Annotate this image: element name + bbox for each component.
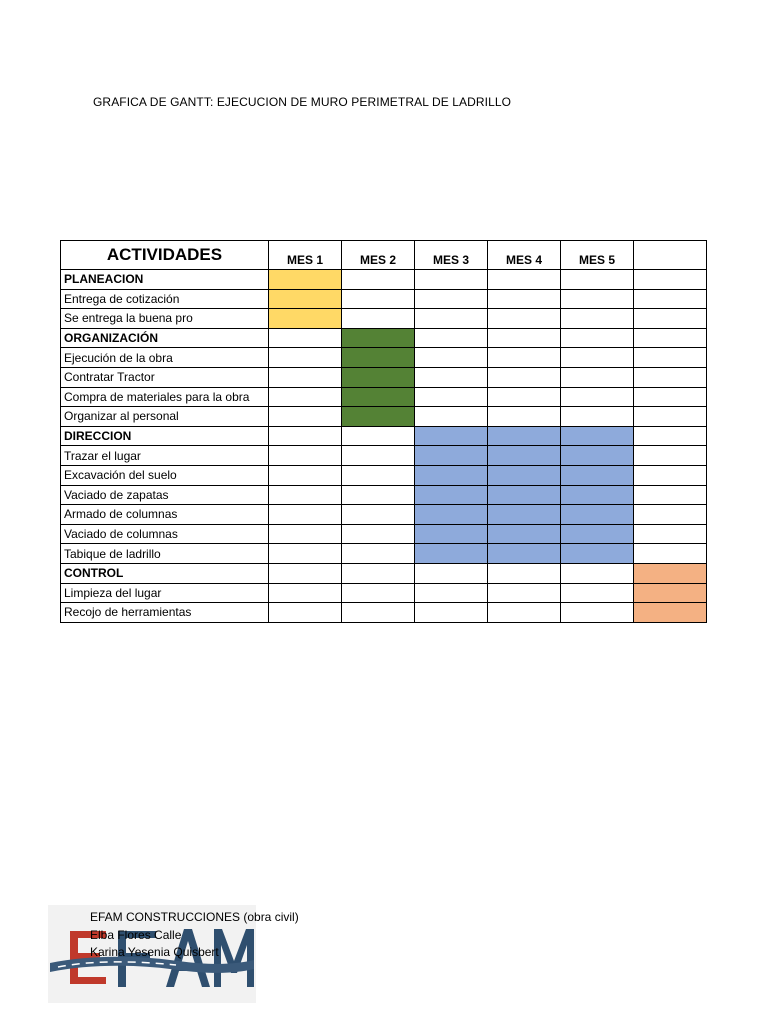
gantt-bar-cell	[561, 465, 634, 485]
activity-label: Trazar el lugar	[61, 446, 269, 466]
gantt-table	[60, 240, 707, 623]
gantt-empty-cell	[634, 407, 707, 427]
activity-row	[61, 583, 707, 603]
activity-label: Organizar al personal	[61, 407, 269, 427]
gantt-empty-cell	[488, 328, 561, 348]
gantt-empty-cell	[634, 465, 707, 485]
gantt-empty-cell	[342, 524, 415, 544]
gantt-empty-cell	[415, 348, 488, 368]
gantt-empty-cell	[488, 289, 561, 309]
activity-label: Contratar Tractor	[61, 367, 269, 387]
activity-label: Se entrega la buena pro	[61, 309, 269, 329]
gantt-empty-cell	[342, 544, 415, 564]
gantt-empty-cell	[488, 348, 561, 368]
gantt-empty-cell	[561, 387, 634, 407]
gantt-bar-cell	[488, 446, 561, 466]
gantt-bar-cell	[488, 505, 561, 525]
gantt-empty-cell	[634, 387, 707, 407]
activity-row	[61, 348, 707, 368]
gantt-empty-cell	[561, 309, 634, 329]
gantt-bar-cell	[342, 367, 415, 387]
activity-row	[61, 289, 707, 309]
month-header-2: MES 2	[342, 241, 415, 270]
activity-label: Excavación del suelo	[61, 465, 269, 485]
gantt-empty-cell	[488, 270, 561, 290]
gantt-empty-cell	[634, 328, 707, 348]
gantt-empty-cell	[634, 270, 707, 290]
gantt-bar-cell	[415, 426, 488, 446]
gantt-empty-cell	[269, 407, 342, 427]
gantt-empty-cell	[415, 563, 488, 583]
gantt-empty-cell	[269, 446, 342, 466]
gantt-bar-cell	[342, 348, 415, 368]
gantt-empty-cell	[561, 367, 634, 387]
gantt-empty-cell	[415, 328, 488, 348]
gantt-bar-cell	[415, 446, 488, 466]
section-row	[61, 426, 707, 446]
gantt-empty-cell	[342, 465, 415, 485]
month-header-1: MES 1	[269, 241, 342, 270]
gantt-empty-cell	[269, 544, 342, 564]
activity-row	[61, 407, 707, 427]
gantt-empty-cell	[269, 524, 342, 544]
gantt-empty-cell	[488, 603, 561, 623]
gantt-empty-cell	[342, 603, 415, 623]
gantt-bar-cell	[342, 387, 415, 407]
gantt-empty-cell	[415, 583, 488, 603]
section-label: CONTROL	[61, 563, 269, 583]
gantt-empty-cell	[488, 367, 561, 387]
month-header-4: MES 4	[488, 241, 561, 270]
gantt-bar-cell	[561, 446, 634, 466]
gantt-empty-cell	[342, 270, 415, 290]
gantt-bar-cell	[634, 603, 707, 623]
gantt-bar-cell	[634, 563, 707, 583]
gantt-bar-cell	[342, 407, 415, 427]
gantt-empty-cell	[269, 387, 342, 407]
activity-label: Vaciado de columnas	[61, 524, 269, 544]
gantt-empty-cell	[269, 328, 342, 348]
month-header-5: MES 5	[561, 241, 634, 270]
gantt-bar-cell	[561, 524, 634, 544]
activity-row	[61, 446, 707, 466]
gantt-empty-cell	[415, 270, 488, 290]
gantt-empty-cell	[488, 387, 561, 407]
gantt-bar-cell	[561, 485, 634, 505]
gantt-empty-cell	[269, 603, 342, 623]
gantt-empty-cell	[342, 309, 415, 329]
gantt-empty-cell	[342, 426, 415, 446]
gantt-empty-cell	[634, 367, 707, 387]
gantt-empty-cell	[342, 485, 415, 505]
gantt-header-row	[61, 241, 707, 270]
activity-label: Entrega de cotización	[61, 289, 269, 309]
month-header-6	[634, 241, 707, 270]
activity-label: Limpieza del lugar	[61, 583, 269, 603]
footer-company: EFAM CONSTRUCCIONES (obra civil)	[90, 910, 299, 924]
gantt-bar-cell	[488, 426, 561, 446]
gantt-empty-cell	[342, 563, 415, 583]
activity-row	[61, 505, 707, 525]
activities-header: ACTIVIDADES	[61, 241, 269, 270]
activity-label: Recojo de herramientas	[61, 603, 269, 623]
activity-row	[61, 387, 707, 407]
gantt-empty-cell	[415, 407, 488, 427]
gantt-empty-cell	[634, 446, 707, 466]
activity-label: Tabique de ladrillo	[61, 544, 269, 564]
gantt-empty-cell	[415, 387, 488, 407]
section-row	[61, 270, 707, 290]
gantt-empty-cell	[634, 485, 707, 505]
gantt-bar-cell	[488, 465, 561, 485]
gantt-empty-cell	[561, 407, 634, 427]
gantt-empty-cell	[269, 348, 342, 368]
document-title: GRAFICA DE GANTT: EJECUCION DE MURO PERIMETRAL DE LADRILLO	[93, 95, 512, 109]
gantt-empty-cell	[269, 465, 342, 485]
gantt-empty-cell	[269, 485, 342, 505]
gantt-empty-cell	[561, 603, 634, 623]
activity-row	[61, 485, 707, 505]
gantt-empty-cell	[342, 289, 415, 309]
footer-author-1: Elba Flores Calle	[90, 927, 182, 942]
gantt-bar-cell	[269, 270, 342, 290]
gantt-bar-cell	[634, 583, 707, 603]
gantt-empty-cell	[561, 583, 634, 603]
gantt-bar-cell	[415, 465, 488, 485]
gantt-empty-cell	[415, 367, 488, 387]
activity-row	[61, 309, 707, 329]
gantt-empty-cell	[561, 289, 634, 309]
gantt-empty-cell	[269, 563, 342, 583]
gantt-bar-cell	[342, 328, 415, 348]
section-row	[61, 563, 707, 583]
gantt-empty-cell	[488, 563, 561, 583]
gantt-bar-cell	[561, 426, 634, 446]
activity-row	[61, 367, 707, 387]
gantt-empty-cell	[342, 583, 415, 603]
gantt-empty-cell	[634, 348, 707, 368]
gantt-empty-cell	[269, 426, 342, 446]
gantt-bar-cell	[488, 544, 561, 564]
section-label: DIRECCION	[61, 426, 269, 446]
footer	[48, 905, 299, 1005]
gantt-bar-cell	[561, 544, 634, 564]
activity-label: Compra de materiales para la obra	[61, 387, 269, 407]
gantt-bar-cell	[269, 309, 342, 329]
gantt-bar-cell	[415, 524, 488, 544]
gantt-bar-cell	[561, 505, 634, 525]
gantt-empty-cell	[561, 348, 634, 368]
gantt-empty-cell	[561, 328, 634, 348]
gantt-empty-cell	[415, 603, 488, 623]
footer-text	[90, 909, 299, 962]
gantt-empty-cell	[634, 309, 707, 329]
gantt-empty-cell	[269, 505, 342, 525]
gantt-body	[61, 270, 707, 623]
gantt-empty-cell	[561, 563, 634, 583]
month-header-3: MES 3	[415, 241, 488, 270]
section-row	[61, 328, 707, 348]
gantt-empty-cell	[342, 446, 415, 466]
gantt-empty-cell	[634, 426, 707, 446]
gantt-empty-cell	[269, 367, 342, 387]
gantt-bar-cell	[269, 289, 342, 309]
gantt-empty-cell	[269, 583, 342, 603]
gantt-empty-cell	[488, 309, 561, 329]
gantt-empty-cell	[488, 583, 561, 603]
gantt-empty-cell	[634, 505, 707, 525]
activity-row	[61, 524, 707, 544]
section-label: PLANEACION	[61, 270, 269, 290]
section-label: ORGANIZACIÓN	[61, 328, 269, 348]
activity-row	[61, 465, 707, 485]
gantt-empty-cell	[342, 505, 415, 525]
gantt-bar-cell	[488, 524, 561, 544]
gantt-bar-cell	[415, 505, 488, 525]
activity-label: Armado de columnas	[61, 505, 269, 525]
gantt-empty-cell	[634, 544, 707, 564]
gantt-empty-cell	[488, 407, 561, 427]
gantt-empty-cell	[415, 289, 488, 309]
gantt-bar-cell	[488, 485, 561, 505]
activity-row	[61, 603, 707, 623]
activity-label: Ejecución de la obra	[61, 348, 269, 368]
activity-row	[61, 544, 707, 564]
footer-author-2: Karina Yesenia Quisbert	[90, 945, 219, 959]
gantt-empty-cell	[561, 270, 634, 290]
gantt-empty-cell	[415, 309, 488, 329]
gantt-empty-cell	[634, 289, 707, 309]
gantt-empty-cell	[634, 524, 707, 544]
gantt-bar-cell	[415, 544, 488, 564]
gantt-bar-cell	[415, 485, 488, 505]
activity-label: Vaciado de zapatas	[61, 485, 269, 505]
